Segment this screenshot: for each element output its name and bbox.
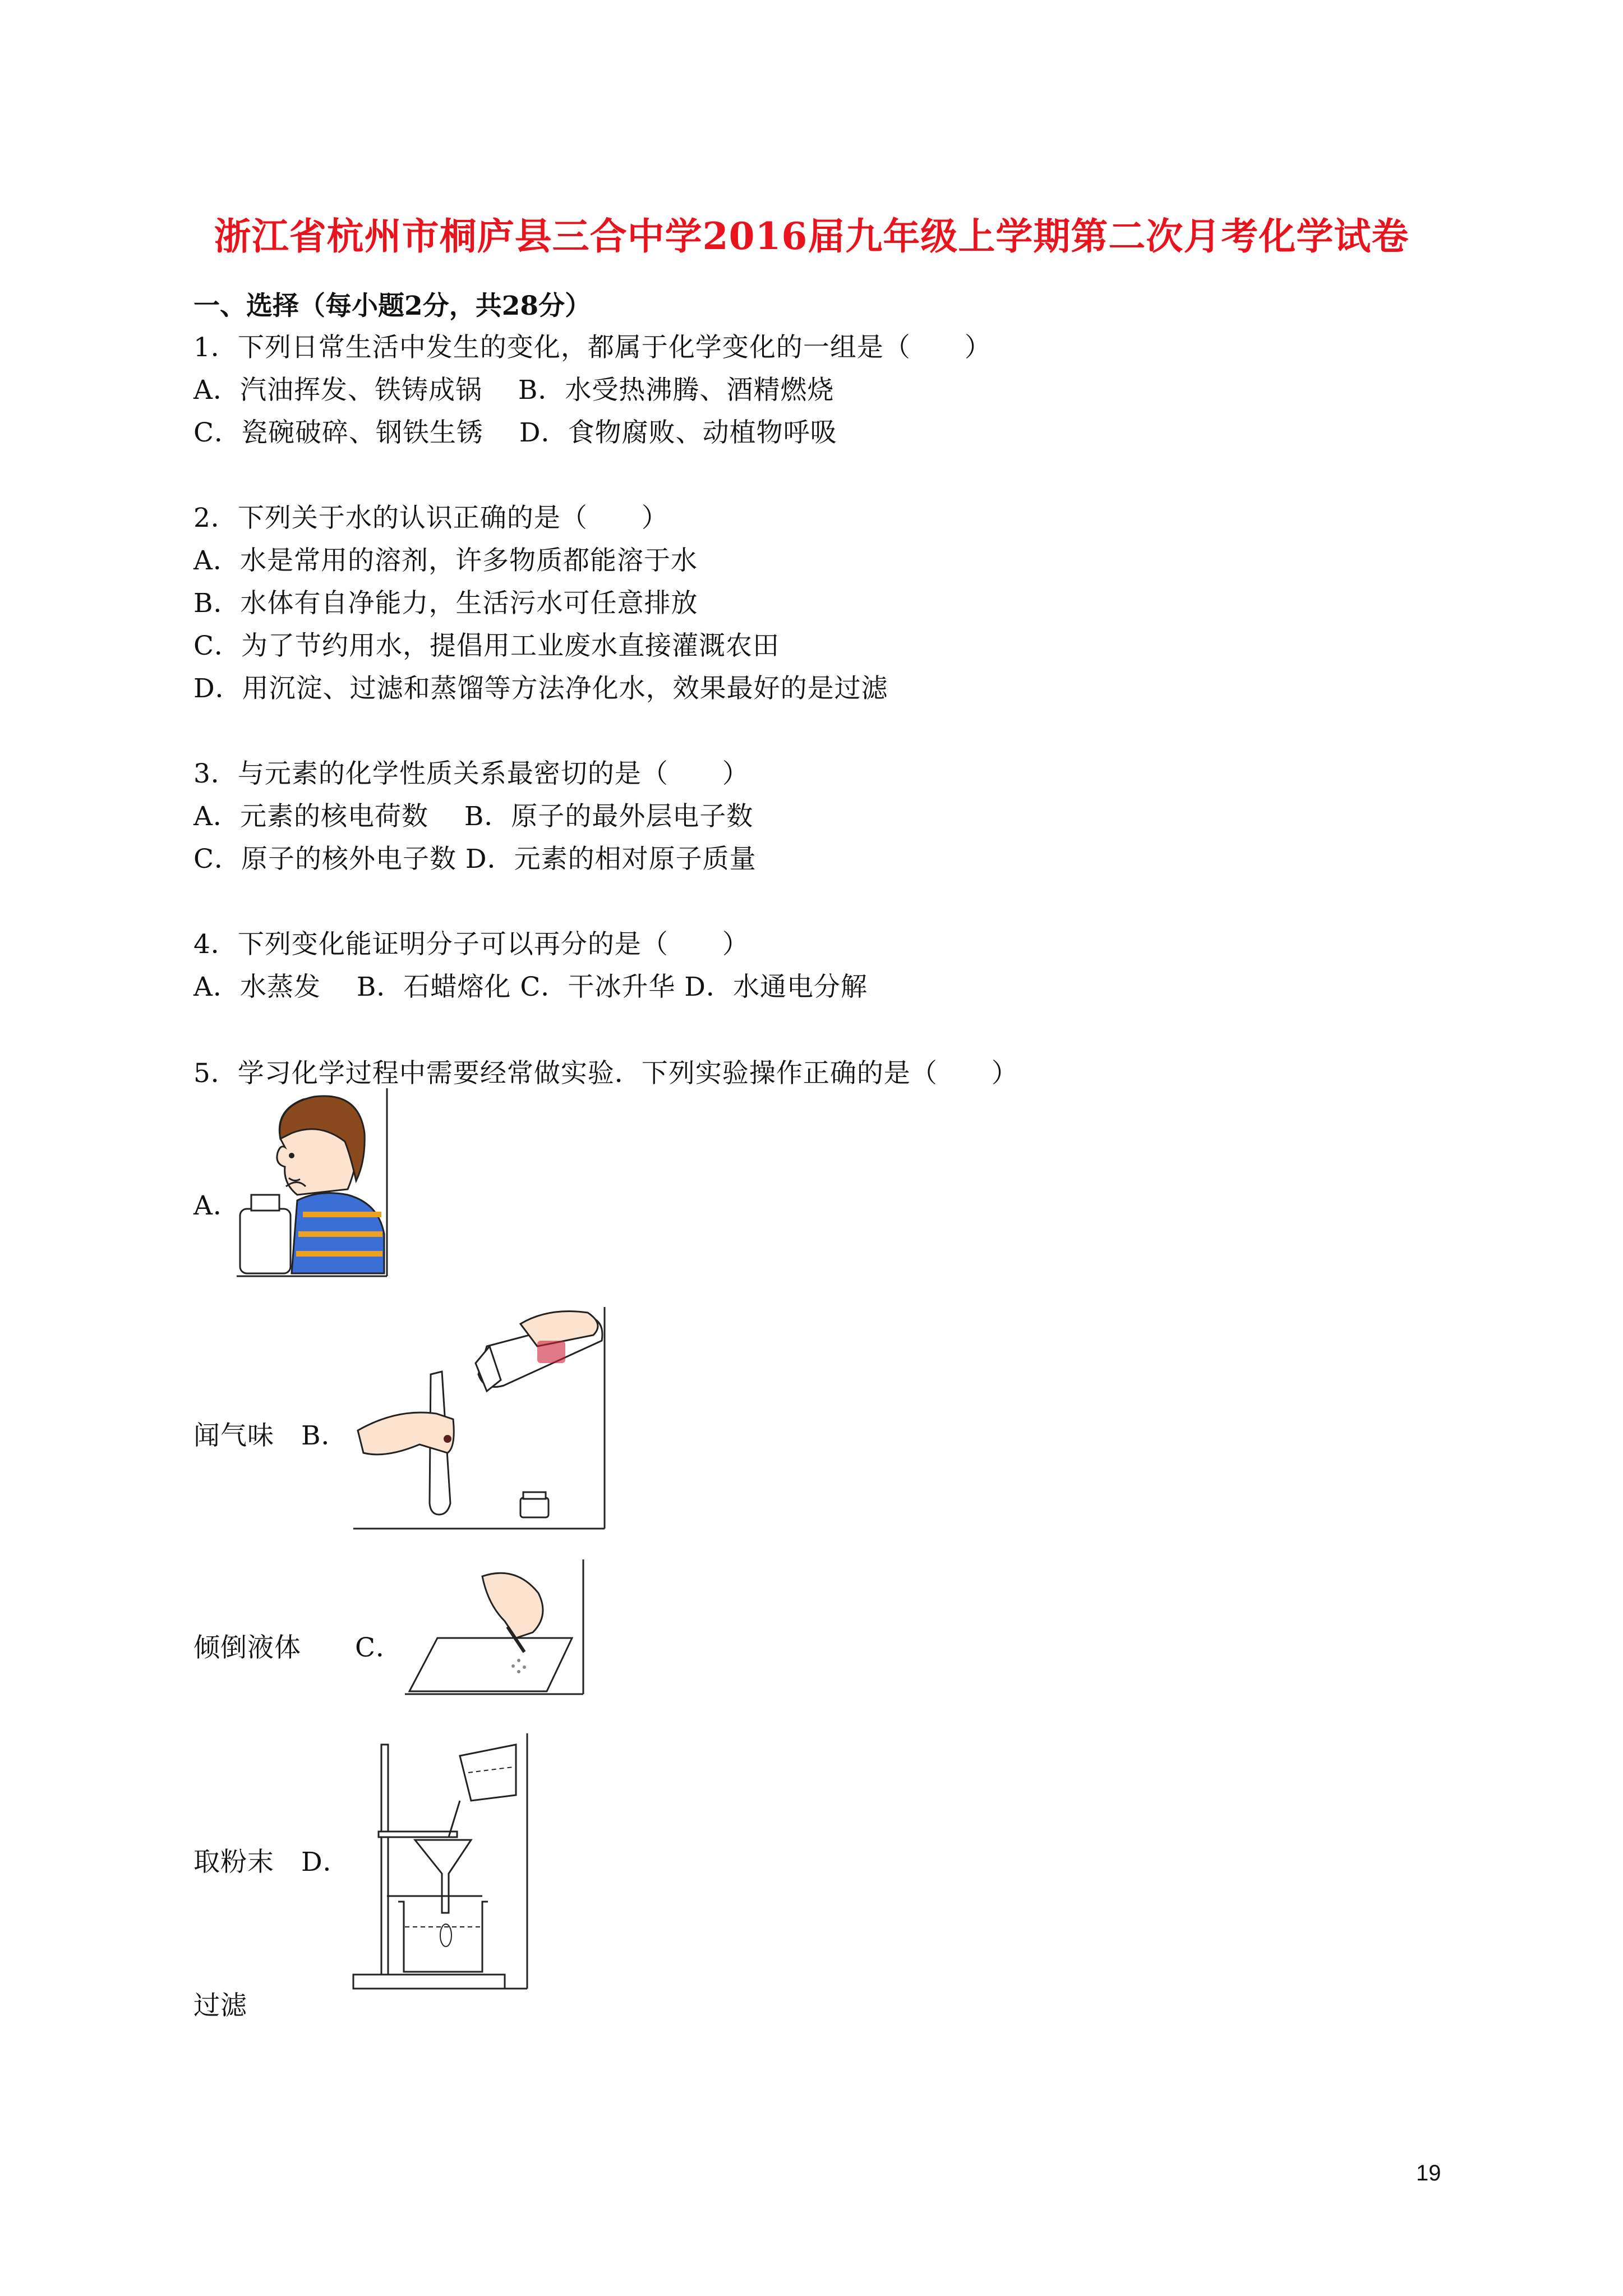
exam-title: 浙江省杭州市桐庐县三合中学2016届九年级上学期第二次月考化学试卷 xyxy=(214,214,1409,258)
figure-smell-gas xyxy=(236,1088,393,1279)
question-2-option: B．水体有自净能力，生活污水可任意排放 xyxy=(193,588,698,619)
page-number: 19 xyxy=(1416,2161,1441,2185)
q5-caption-d: 过滤 xyxy=(193,1990,247,2021)
section-heading: 一、选择（每小题2分，共28分） xyxy=(193,291,592,321)
question-2-stem: 2．下列关于水的认识正确的是（ ） xyxy=(193,503,668,533)
q5-caption-a-option-b: 闻气味 B． xyxy=(193,1420,348,1451)
q5-option-a-label: A． xyxy=(193,1190,240,1221)
question-2-option: C．为了节约用水，提倡用工业废水直接灌溉农田 xyxy=(193,631,780,661)
question-3-option-row: C．原子的核外电子数 D．元素的相对原子质量 xyxy=(193,844,757,875)
question-2-option: A．水是常用的溶剂，许多物质都能溶于水 xyxy=(193,545,698,576)
q5-caption-b-option-c: 倾倒液体 C． xyxy=(193,1632,403,1663)
q5-caption-c-option-d: 取粉末 D． xyxy=(193,1847,350,1878)
question-3-stem: 3．与元素的化学性质关系最密切的是（ ） xyxy=(193,758,749,789)
question-4-stem: 4．下列变化能证明分子可以再分的是（ ） xyxy=(193,929,749,960)
figure-filtration xyxy=(348,1733,533,1997)
question-2-option: D．用沉淀、过滤和蒸馏等方法净化水，效果最好的是过滤 xyxy=(193,673,888,704)
figure-pour-liquid xyxy=(352,1301,610,1537)
question-1-stem: 1．下列日常生活中发生的变化，都属于化学变化的一组是（ ） xyxy=(193,332,992,363)
question-1-option-row: C．瓷碗破碎、钢铁生锈 D．食物腐败、动植物呼吸 xyxy=(193,417,837,448)
figure-take-powder xyxy=(404,1559,589,1700)
question-4-option-row: A．水蒸发 B．石蜡熔化 C．干冰升华 D．水通电分解 xyxy=(193,972,868,1002)
question-3-option-row: A．元素的核电荷数 B．原子的最外层电子数 xyxy=(193,801,754,832)
question-5-stem: 5．学习化学过程中需要经常做实验．下列实验操作正确的是（ ） xyxy=(193,1058,1018,1089)
question-1-option-row: A．汽油挥发、铁铸成锅 B．水受热沸腾、酒精燃烧 xyxy=(193,375,834,406)
